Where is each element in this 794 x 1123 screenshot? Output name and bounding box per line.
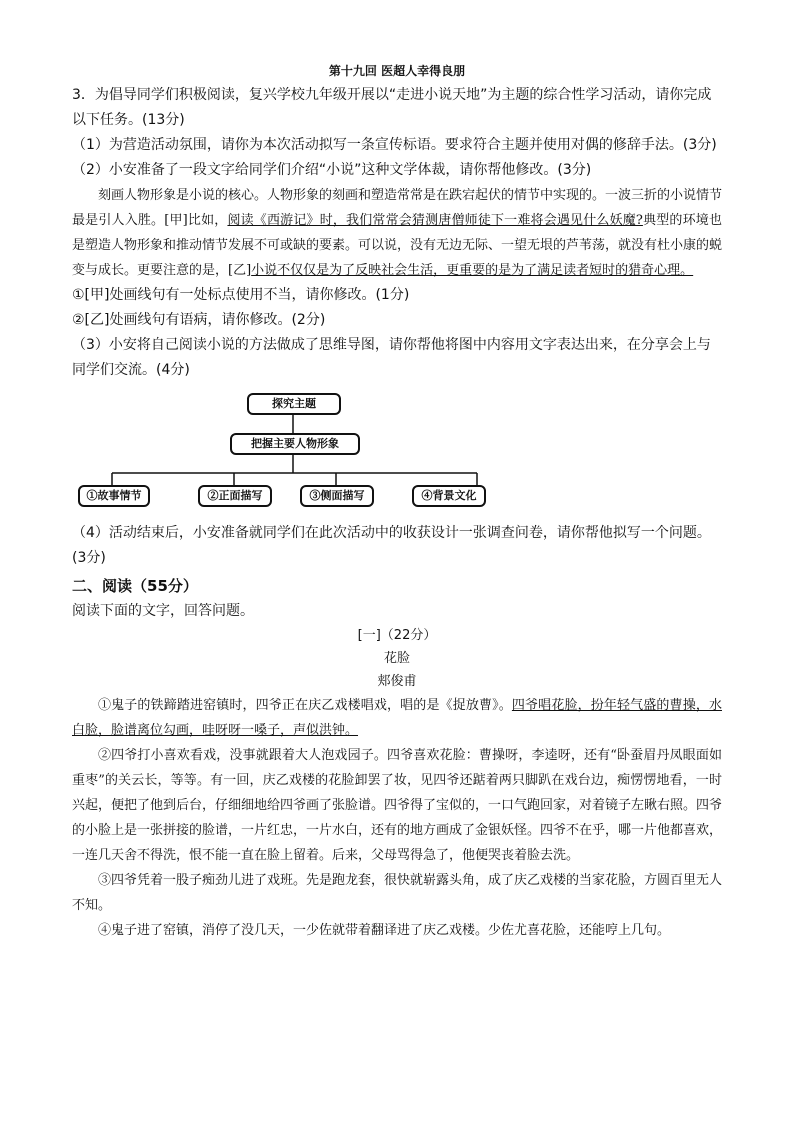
underlined-sentence-yi: 小说不仅仅是为了反映社会生活，更重要的是为了满足读者短时的猎奇心理。	[251, 263, 694, 278]
underlined-sentence-jia: 阅读《西游记》时，我们常常会猜测唐僧师徒下一难将会遇见什么妖魔?	[227, 213, 643, 228]
section-2-instruction: 阅读下面的文字，回答问题。	[72, 603, 254, 619]
mind-map-middle: 把握主要人物形象	[230, 433, 360, 455]
passage-paragraph	[72, 183, 722, 283]
passage-text-a: 刻画人物形象是小说的核心。人物形象的刻画和塑造常常是在跌宕起伏的情节中实现的。一波三折的小说情节最是引人入胜。[甲]比如，	[72, 188, 723, 228]
story-p1-underlined: 四爷唱花脸，扮年轻气盛的曹操，水白脸，脸谱离位勾画，哇呀呀一嗓子，声似洪钟。	[72, 698, 722, 738]
mind-map-leaf-3: ③侧面描写	[300, 485, 374, 507]
story-paragraph-1	[72, 693, 722, 743]
story-author: 郏俊甫	[377, 674, 417, 689]
question-3-stem: 3．为倡导同学们积极阅读，复兴学校九年级开展以“走进小说天地”为主题的综合性学习活动，请你完成以下任务。(13分)	[72, 87, 712, 128]
question-3-item2: ②[乙]处画线句有语病，请你修改。(2分)	[72, 312, 326, 328]
mind-map-connectors	[72, 389, 722, 519]
story-p1-text: ①鬼子的铁蹄踏进窑镇时，四爷正在庆乙戏楼唱戏，唱的是《捉放曹》。	[98, 698, 512, 713]
question-3-sub2: （2）小安准备了一段文字给同学们介绍“小说”这种文学体裁，请你帮他修改。(3分)	[72, 162, 592, 178]
mind-map	[72, 389, 722, 519]
story-paragraph-4: ④鬼子进了窑镇，消停了没几天，一少佐就带着翻译进了庆乙戏楼。少佐尤喜花脸，还能哼上几句。	[98, 923, 671, 938]
passage-text-b: 典型的环境也是塑造人物形象和推动情节发展不可或缺的要素。可以说，没有无边无际、一望无垠的芦苇荡，就没有杜小康的蜕变与成长。更要注意的是，[乙]	[72, 213, 723, 278]
question-3-sub3: （3）小安将自己阅读小说的方法做成了思维导图，请你帮他将图中内容用文字表达出来，在分享会上与同学们交流。(4分)	[72, 337, 711, 378]
question-3-sub4: （4）活动结束后，小安准备就同学们在此次活动中的收获设计一张调查问卷，请你帮他拟写一个问题。(3分)	[72, 525, 711, 566]
mind-map-leaf-4: ④背景文化	[412, 485, 486, 507]
mind-map-root: 探究主题	[247, 393, 341, 415]
mind-map-leaf-2: ②正面描写	[198, 485, 272, 507]
mind-map-leaf-1: ①故事情节	[78, 485, 150, 507]
story-paragraph-2: ②四爷打小喜欢看戏，没事就跟着大人泡戏园子。四爷喜欢花脸：曹操呀，李逵呀，还有“卧蚕眉丹凤眼面如重枣”的关云长，等等。有一回，庆乙戏楼的花脸卸罢了妆，见四爷还踮着两只脚趴在戏台边，痴愣愣地看，一时兴起，便把了他到后台，仔细细地给四爷画了张脸谱。四爷得了宝似的，一口气跑回家，对着镜子左瞅右照。四爷的小脸上是一张拼接的脸谱，一片红忠，一片水白，还有的地方画成了金银妖怪。四爷不在乎，哪一片他都喜欢，一连几天舍不得洗，恨不能一直在脸上留着。后来，父母骂得急了，他便哭丧着脸去洗。	[72, 748, 723, 863]
story-paragraph-3: ③四爷凭着一股子痴劲儿进了戏班。先是跑龙套，很快就崭露头角，成了庆乙戏楼的当家花脸，方圆百里无人不知。	[72, 873, 723, 913]
exam-page	[72, 62, 722, 943]
part-label: [一]（22分）	[357, 628, 437, 643]
story-title: 花脸	[383, 651, 410, 666]
page-header: 第十九回 医超人幸得良朋	[328, 64, 466, 78]
question-3-item1: ①[甲]处画线句有一处标点使用不当，请你修改。(1分)	[72, 287, 410, 303]
question-3-sub1: （1）为营造活动氛围，请你为本次活动拟写一条宣传标语。要求符合主题并使用对偶的修辞手法。(3分)	[72, 137, 717, 153]
section-2-title: 二、阅读（55分）	[72, 577, 198, 595]
